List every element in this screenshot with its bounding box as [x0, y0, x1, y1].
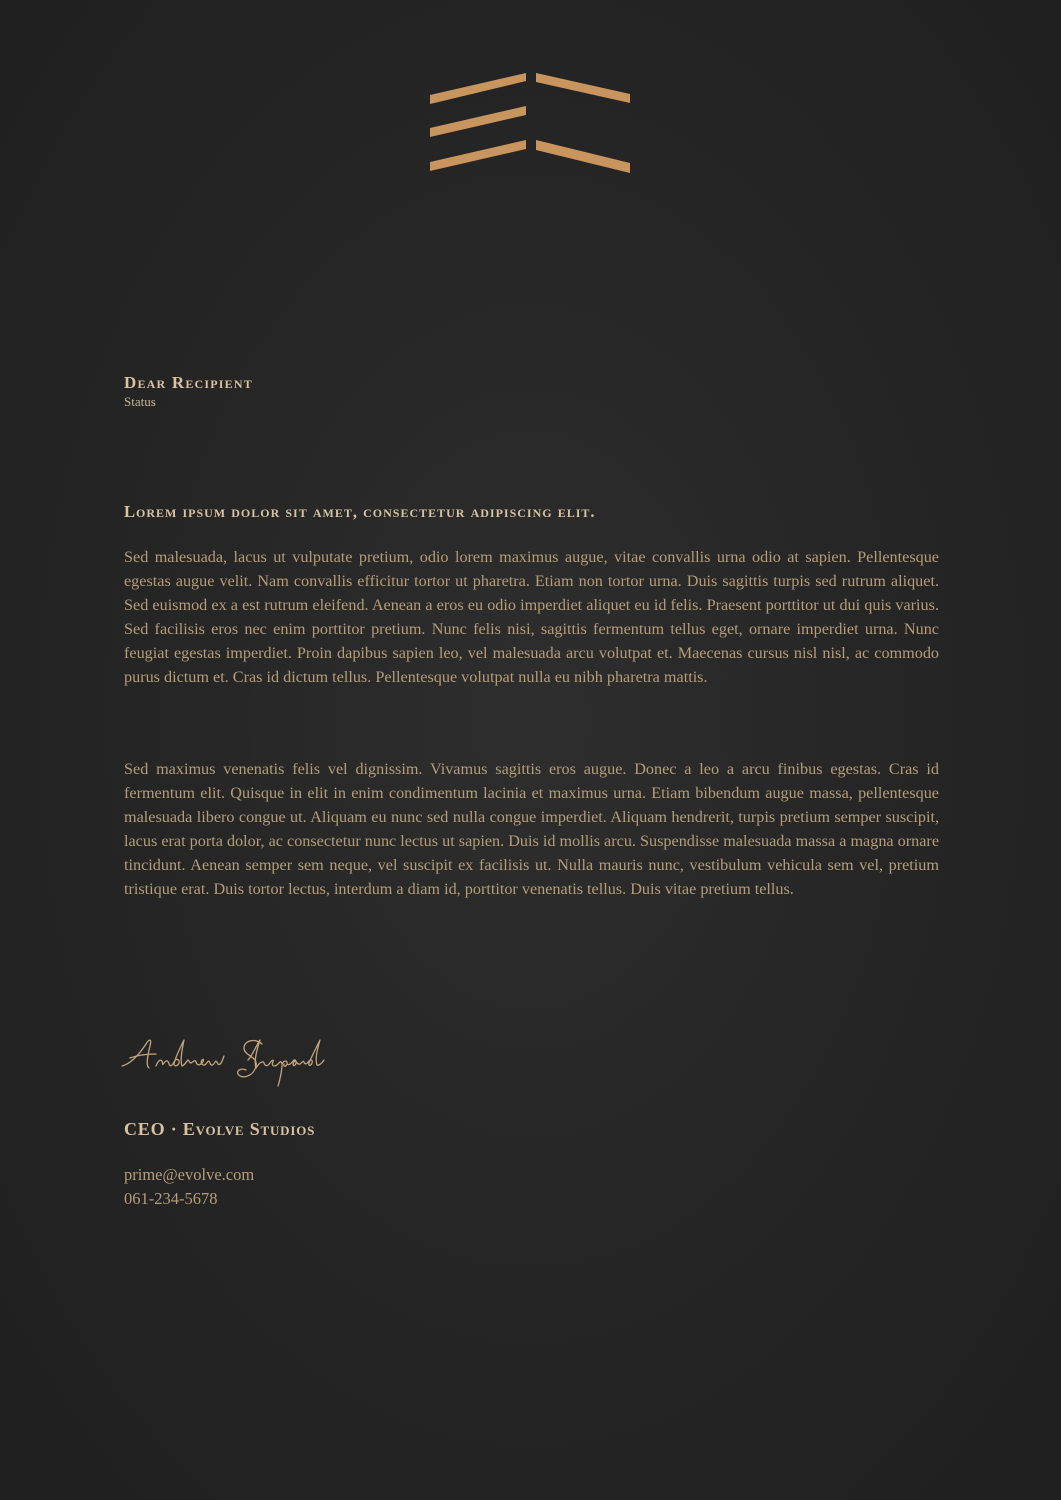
- sender-title: CEO · Evolve Studios: [124, 1119, 316, 1139]
- logo-stripe: [430, 106, 526, 137]
- chevron-stripes-logo-icon: [430, 70, 632, 176]
- logo-stripe: [430, 140, 526, 171]
- letter-subject: Lorem ipsum dolor sit amet, consectetur adipiscing elit.: [124, 502, 596, 521]
- handwritten-signature: [116, 1030, 366, 1090]
- letter-paragraph: Sed maximus venenatis felis vel dignissim. Vivamus sagittis eros augue. Donec a leo a arcu finibus egestas. Cras id fermentum elit. Quisque in elit in enim condimentum lacinia et maximus urna. Etiam bibendum augue massa, pellentesque malesuada libero congue ut. Aliquam eu nunc sed nulla congue imperdiet. Aliquam hendrerit, turpis pretium semper suscipit, lacus erat porta dolor, ac consectetur nunc lectus ut sapien. Duis id mollis arcu. Suspendisse malesuada massa a magna ornare tincidunt. Aenean semper sem neque, vel suscipit ex facilisis ut. Nulla mauris nunc, vestibulum vehicula sem vel, pretium tristique erat. Duis tortor lectus, interdum a diam id, porttitor venenatis tellus. Duis vitae pretium tellus.: [124, 760, 939, 898]
- sender-phone[interactable]: 061-234-5678: [124, 1189, 218, 1208]
- letter-paragraph: Sed malesuada, lacus ut vulputate pretium, odio lorem maximus augue, vitae convallis urna odio at sapien. Pellentesque egestas augue velit. Nam convallis efficitur tortor ut pharetra. Etiam non tortor urna. Duis sagittis turpis sed rutrum aliquet. Sed euismod ex a est rutrum eleifend. Aenean a eros eu odio imperdiet aliquet eu id felis. Praesent porttitor ut dui quis varius. Sed facilisis eros nec enim porttitor pretium. Nunc felis nisi, sagittis fermentum tellus eget, ornare imperdiet urna. Nunc feugiat egestas imperdiet. Proin dapibus sapien leo, vel malesuada arcu volutpat et. Maecenas cursus nisl nisl, ac commodo purus dictum et. Cras id dictum tellus. Pellentesque volutpat nulla eu nibh pharetra mattis.: [124, 548, 939, 686]
- logo-stripe: [536, 73, 630, 103]
- salutation-block: [124, 372, 939, 410]
- contact-block: [124, 1163, 939, 1211]
- sender-email[interactable]: prime@evolve.com: [124, 1165, 255, 1184]
- recipient-name: Dear Recipient: [124, 373, 253, 392]
- logo-stripe: [536, 140, 630, 173]
- logo-stripe: [430, 73, 526, 104]
- recipient-status: Status: [124, 394, 156, 409]
